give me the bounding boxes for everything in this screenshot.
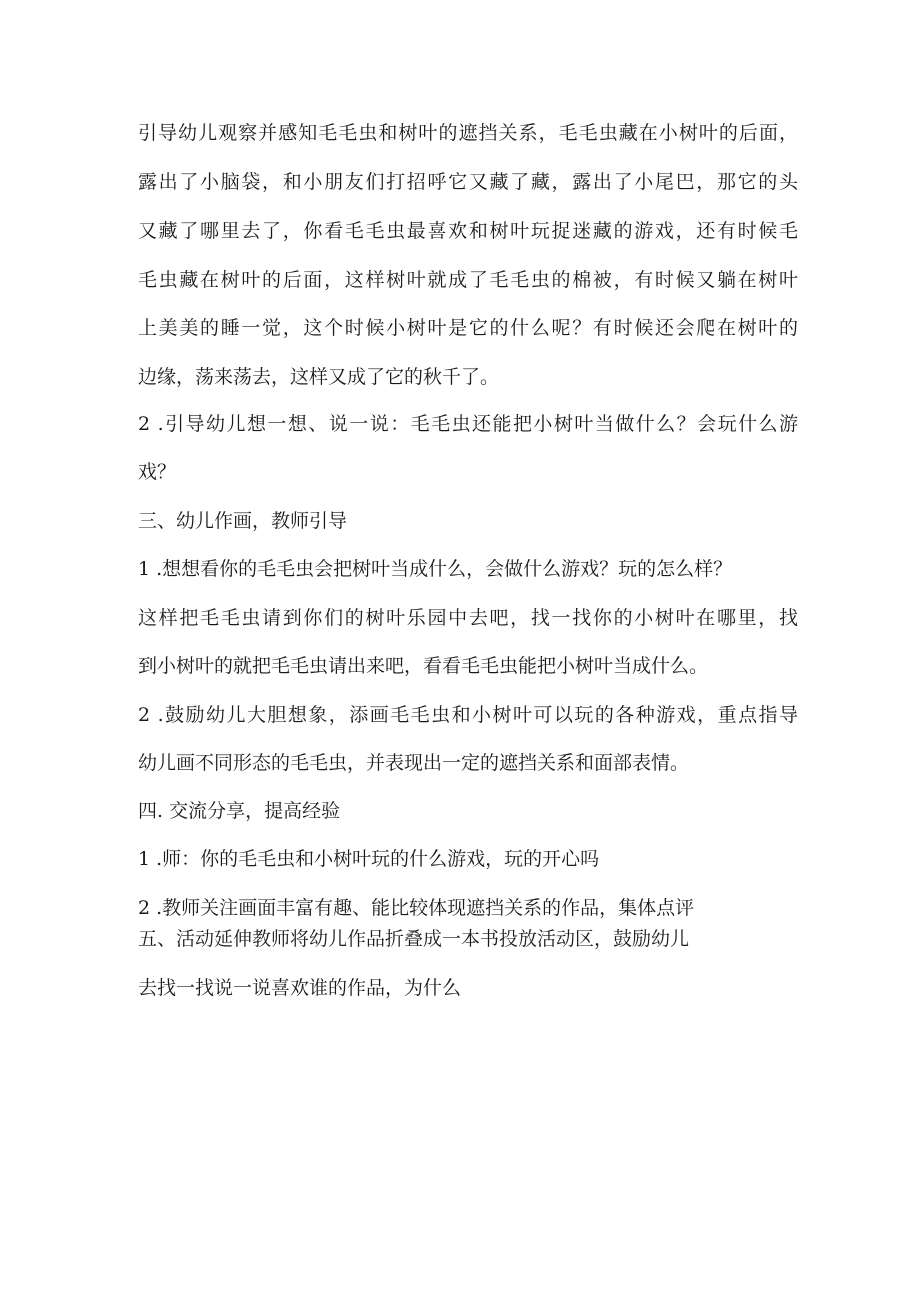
text-line: 又藏了哪里去了，你看毛毛虫最喜欢和树叶玩捉迷藏的游戏，还有时候毛 [138,220,798,242]
section-heading-4: 四. 交流分享，提高经验 [138,800,341,822]
text-line: 幼儿画不同形态的毛毛虫，并表现出一定的遮挡关系和面部表情。 [138,752,690,774]
text-line: 引导幼儿观察并感知毛毛虫和树叶的遮挡关系，毛毛虫藏在小树叶的后面， [138,122,798,144]
list-item-2: 2 .鼓励幼儿大胆想象，添画毛毛虫和小树叶可以玩的各种游戏，重点指导 [138,704,798,726]
text-line: 上美美的睡一觉，这个时候小树叶是它的什么呢？有时候还会爬在树叶的 [138,317,798,339]
text-line: 边缘，荡来荡去，这样又成了它的秋千了。 [138,366,500,388]
section-heading-5: 五、活动延伸教师将幼儿作品折叠成一本书投放活动区，鼓励幼儿 [138,928,690,950]
section-heading-3: 三、幼儿作画，教师引导 [138,510,348,532]
text-line: 戏？ [138,461,177,483]
text-line: 毛虫藏在树叶的后面，这样树叶就成了毛毛虫的棉被，有时候又躺在树叶 [138,269,798,291]
list-item-2: 2 .教师关注画面丰富有趣、能比较体现遮挡关系的作品，集体点评 [138,897,695,919]
list-item-1: 1 .想想看你的毛毛虫会把树叶当成什么，会做什么游戏？玩的怎么样？ [138,558,733,580]
text-line: 露出了小脑袋，和小朋友们打招呼它又藏了藏，露出了小尾巴，那它的头 [138,171,798,193]
text-line: 这样把毛毛虫请到你们的树叶乐园中去吧，找一找你的小树叶在哪里，找 [138,607,798,629]
list-item-2: 2 .引导幼儿想一想、说一说：毛毛虫还能把小树叶当做什么？会玩什么游 [138,413,798,435]
text-line: 去找一找说一说喜欢谁的作品，为什么 [138,977,462,999]
list-item-1: 1 .师：你的毛毛虫和小树叶玩的什么游戏，玩的开心吗 [138,848,600,870]
text-line: 到小树叶的就把毛毛虫请出来吧，看看毛毛虫能把小树叶当成什么。 [138,655,709,677]
